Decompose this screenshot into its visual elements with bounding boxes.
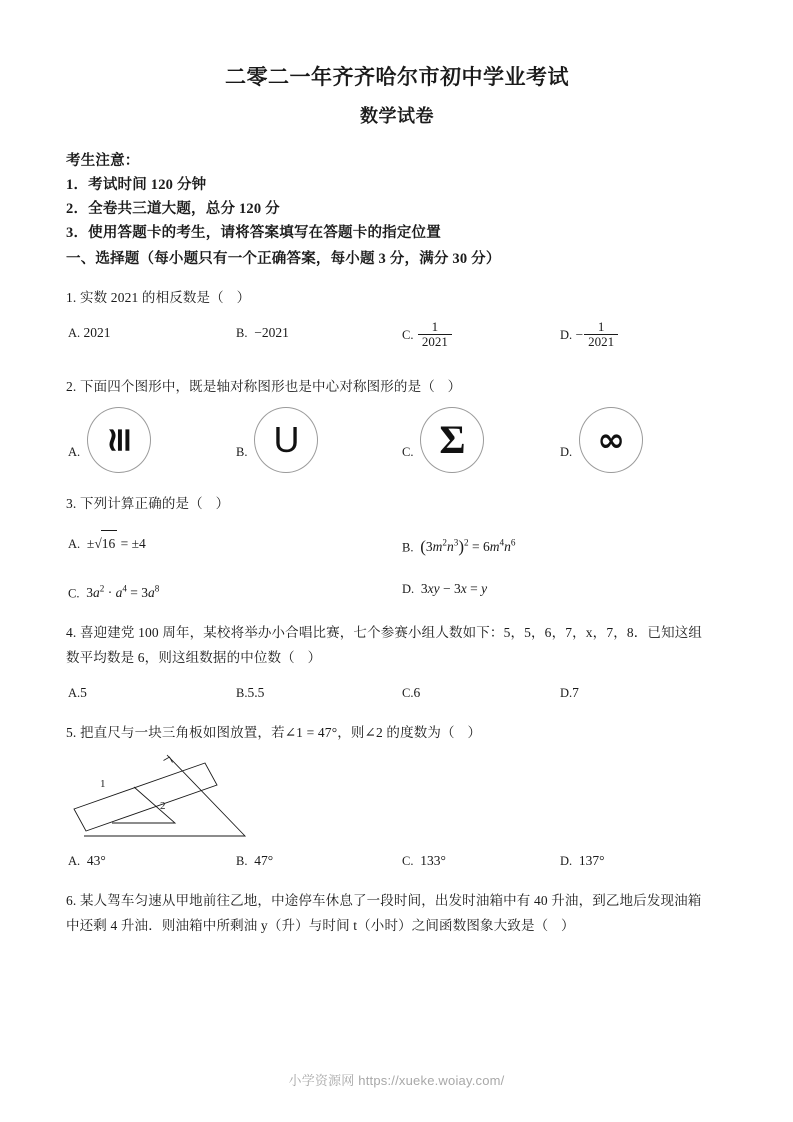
question-2-option-d[interactable] (560, 407, 643, 473)
option-value: 7 (572, 684, 579, 700)
congruent-symbol-icon (87, 407, 151, 473)
option-label: D. (402, 581, 415, 596)
option-label: A. (68, 325, 81, 340)
option-value: 2021 (83, 324, 111, 340)
option-formula: $3a^2 \cdot a^4 = 3a^8$ (82, 583, 160, 601)
question-3-option-d[interactable] (402, 576, 487, 602)
question-4-stem-line-1 (66, 620, 728, 645)
notice-heading: 考生注意： (66, 152, 140, 169)
option-label: B. (236, 325, 248, 340)
option-label: B. (402, 540, 414, 555)
option-label: A. (68, 853, 81, 868)
question-6-stem-line-1 (66, 888, 728, 913)
fraction-numerator: 1 (597, 318, 605, 334)
notice-item-3: 3．使用答题卡的考生，请将答案填写在答题卡的指定位置 (66, 224, 441, 241)
ruler-triangle-svg (72, 751, 272, 841)
option-value: 47° (254, 852, 274, 868)
question-5-options (66, 848, 728, 874)
option-label: A. (68, 685, 81, 700)
option-label: A. (68, 536, 81, 551)
option-label: D. (560, 445, 573, 460)
right-angle-mark (164, 757, 173, 763)
fraction-numerator: 1 (431, 318, 439, 334)
page-subtitle: 数学试卷 (360, 106, 434, 127)
question-5-paren-close: ） (467, 724, 482, 740)
option-value: 133° (420, 852, 446, 868)
question-3-options-row-2 (66, 576, 728, 606)
question-5-option-a[interactable] (68, 848, 106, 874)
option-glyph: ∞ (597, 420, 625, 460)
option-label: B. (236, 685, 248, 700)
option-glyph: Σ (439, 416, 466, 462)
question-4-stem-line-2 (66, 645, 728, 670)
page-title: 二零二一年齐齐哈尔市初中学业考试 (225, 65, 569, 89)
option-label: D. (560, 327, 573, 342)
question-3-paren-close: ） (215, 495, 230, 511)
question-3-text: 下列计算正确的是（ (79, 495, 203, 511)
large-triangle (84, 755, 245, 836)
question-2-text: 下面四个图形中，既是轴对称图形也是中心对称图形的是（ (79, 378, 435, 394)
question-5 (66, 720, 728, 874)
option-label: C. (68, 586, 80, 601)
question-3-option-c[interactable] (68, 576, 159, 607)
question-3-options-row-1 (66, 530, 728, 562)
option-label: D. (560, 685, 573, 700)
question-5-option-d[interactable] (560, 848, 605, 874)
question-2-number: 2. (66, 378, 77, 394)
question-3 (66, 491, 728, 606)
question-1-option-d[interactable] (560, 320, 619, 349)
question-6-stem-line-2 (66, 913, 728, 938)
question-5-option-c[interactable] (402, 848, 446, 874)
question-5-option-b[interactable] (236, 848, 273, 874)
option-value: 43° (86, 852, 106, 868)
question-2-option-b[interactable] (236, 407, 318, 473)
question-1-paren-close: ） (236, 289, 251, 305)
question-6 (66, 888, 728, 938)
question-2-stem (66, 374, 728, 399)
question-4-option-a[interactable] (68, 680, 87, 706)
question-6-text-1: 某人驾车匀速从甲地前往乙地，中途停车休息了一段时间，出发时油箱中有 40 升油，到乙地后发现油箱 (79, 892, 702, 908)
negative-sign: − (575, 326, 584, 342)
question-1-option-c[interactable] (402, 320, 453, 349)
question-2-option-a[interactable] (68, 407, 151, 473)
option-glyph: U (273, 418, 300, 460)
notice-item-1: 1．考试时间 120 分钟 (66, 176, 207, 193)
question-2-options (66, 407, 728, 477)
option-label: A. (68, 445, 81, 460)
question-3-option-b[interactable] (402, 530, 515, 561)
question-4-option-c[interactable] (402, 680, 420, 706)
question-4-option-b[interactable] (236, 680, 264, 706)
question-4-text-2: 数平均数是 6，则这组数据的中位数（ (66, 649, 295, 665)
section-heading: 一、选择题（每小题只有一个正确答案，每小题 3 分，满分 30 分） (66, 250, 501, 267)
question-5-text: 把直尺与一块三角板如图放置，若∠1 = 47°，则∠2 的度数为（ (79, 724, 455, 740)
sigma-symbol-icon (420, 407, 484, 473)
question-1-options (66, 320, 728, 360)
ruler-and-triangle-figure (72, 751, 728, 846)
option-label: C. (402, 685, 414, 700)
infinity-symbol-icon (579, 407, 643, 473)
question-4-option-d[interactable] (560, 680, 579, 706)
question-1-number: 1. (66, 289, 77, 305)
question-1-option-a[interactable] (68, 320, 111, 346)
question-6-paren-close: ） (561, 917, 575, 933)
option-value: 5.5 (247, 684, 265, 700)
union-symbol-icon (254, 407, 318, 473)
option-formula: ±√16 = ±4 (84, 536, 146, 551)
candidate-notice (66, 149, 728, 245)
fraction (418, 320, 452, 349)
question-5-stem (66, 720, 728, 745)
notice-item-2: 2．全卷共三道大题，总分 120 分 (66, 200, 280, 217)
option-label: C. (402, 853, 414, 868)
question-2-option-c[interactable] (402, 407, 484, 473)
question-1 (66, 285, 728, 360)
option-value: 137° (578, 852, 605, 868)
question-2 (66, 374, 728, 477)
question-6-number: 6. (66, 892, 77, 908)
question-4-number: 4. (66, 624, 77, 640)
site-watermark: 小学资源网 https://xueke.woiay.com/ (288, 1073, 505, 1088)
angle-1-label: 1 (100, 777, 106, 790)
question-3-number: 3. (66, 495, 77, 511)
page-content (66, 0, 728, 938)
option-label: B. (236, 853, 248, 868)
question-4-paren-close: ） (307, 649, 322, 665)
option-formula: 3xy − 3x = y (417, 580, 488, 596)
option-value: 5 (80, 684, 87, 700)
question-3-option-a[interactable] (68, 530, 146, 557)
question-1-stem (66, 285, 728, 310)
option-formula: $(3m^2n^3)^2 = 6m^4n^6$ (420, 537, 516, 557)
fraction (584, 320, 618, 349)
option-label: C. (402, 445, 414, 460)
option-value: 6 (413, 684, 421, 700)
question-1-text: 实数 2021 的相反数是（ (79, 289, 224, 305)
question-5-number: 5. (66, 724, 77, 740)
question-6-text-2: 中还剩 4 升油．则油箱中所剩油 y（升）与时间 t（小时）之间函数图象大致是（ (66, 917, 549, 933)
angle-2-label: 2 (160, 799, 166, 812)
option-glyph: ≅ (99, 425, 140, 454)
question-2-paren-close: ） (447, 378, 462, 394)
option-label: B. (236, 445, 248, 460)
question-1-option-b[interactable] (236, 320, 289, 346)
question-3-stem (66, 491, 728, 516)
question-4-options (66, 680, 728, 706)
question-4 (66, 620, 728, 706)
fraction-denominator: 2021 (418, 334, 452, 349)
fraction-denominator: 2021 (584, 334, 618, 349)
option-label: D. (560, 853, 573, 868)
question-4-text-1: 喜迎建党 100 周年，某校将举办小合唱比赛，七个参赛小组人数如下：5，5，6，7，x，7，8．已知这组 (79, 624, 703, 640)
option-value: −2021 (254, 324, 289, 340)
option-label: C. (402, 327, 414, 342)
